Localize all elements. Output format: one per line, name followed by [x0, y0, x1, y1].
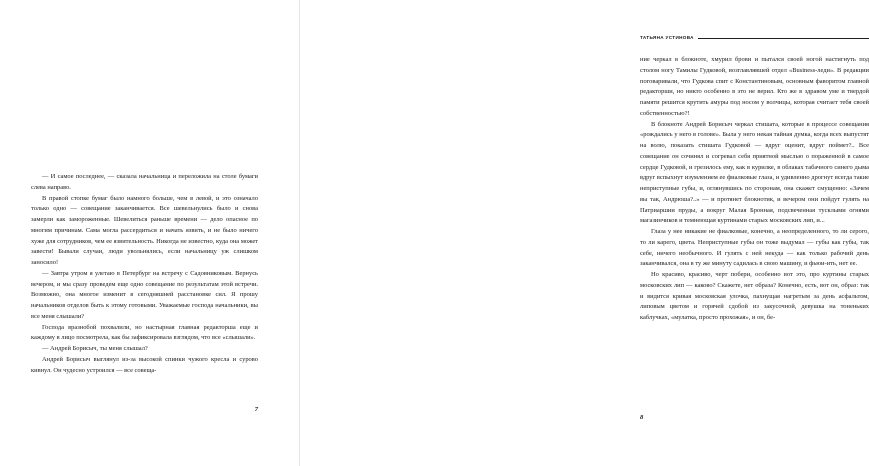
page-number-right: 8 [640, 414, 644, 421]
page-number-left: 7 [254, 406, 258, 413]
paragraph: — Андрей Борисыч, ты меня слышал? [42, 345, 148, 352]
paragraph: — И самое последнее, — сказала начальница и переложила на столе бумаги слева направо. [31, 173, 258, 191]
page-left [0, 0, 300, 466]
paragraph: В правой стопке бумаг было намного больше, чем в левой, и это означало только одно — совещание заканчивается. Все шевельнулись было и снова замерли как замороженные. Шевелиться раньше времени — дело опасное по многим причинам. Сама могла рассердиться и начать язвить, и не было ничего хуже для сотрудников, чем ее язвительность. Никогда не известно, куда она может завести! Бывали случаи, люди увольнялись, если начальницу уж слишком заносило! [31, 194, 258, 266]
running-header-author: ТАТЬЯНА УСТИНОВА [640, 35, 694, 40]
paragraph: Господа вразнобой похвалили, но настырная главная редакторша еще и каждому в лицо посмотрела, как бы зафиксировала взглядом, что все «слышали». [31, 323, 258, 342]
running-header-rule [698, 38, 869, 39]
page-right [300, 0, 869, 466]
right-page-textblock [640, 55, 869, 324]
paragraph: В блокноте Андрей Борисыч черкал стишата, которые в процессе совещания «рождались у него в голове». Была у него некая тайная думка, когда всех выпустят на волю, показать стишата Гудковой — вдруг оценит, вдруг поймет?.. Все совещание он сочинял и согревал себя приятной мыслью о пораженной в самое сердце Гудковой, и грезилось ему, как в курилке, в облаках табачного синего дыма вдруг вспыхнут изумлением ее фиалковые глаза, и удивленно дрогнут всегда такие неприступные губы, и, оглянувшись по сторонам, она скажет смущенно: «Зачем вы так, Андрюша?..» — и протянет блокнотик, и вечером они пойдут гулять на Патриаршии пруды, а вокруг Малая Бронная, подсвеченная тусклыми огнями магазинчиков и темнеющая куртинами старых московских лип, и... [640, 120, 869, 225]
running-header [640, 35, 869, 40]
left-page-textblock [31, 172, 258, 376]
paragraph: — Завтра утром я улетаю в Петербург на встречу с Садовниковым. Вернусь вечером, и мы сразу проведем еще одно совещание по результатам этой встречи. Возможно, она многое изменит в сегодняшней расстановке сил. Я прошу начальников отделов быть к этому готовыми. Уважаемые господа начальники, вы все меня слышали? [31, 269, 258, 320]
paragraph: Андрей Борисыч выглянул из-за высокой спинки чужого кресла и сурово кивнул. Он чудесно устроился — все совеща- [31, 355, 258, 374]
paragraph: ние черкал в блокноте, хмурил брови и пытался своей ногой настигнуть под столом ногу Тамилы Гудковой, возглавлявшей отдел «Business-леди». В редакции поговаривали, что Гудкова спит с Константиновым, основным фаворитом главной редакторши, но никто особенно в это не верил. Кто же в здравом уме и твердой памяти решится крутить амуры под носом у волчицы, которая считает тебя своей собственностью?! [640, 56, 869, 117]
paragraph: Глаза у нее никакие не фиалковые, конечно, а неопределенного, то ли серого, то ли карего, цвета. Неприступные губы он тоже выдумал — губы как губы, так себе, ничего необычного. И гулять с ней некуда — как только рабочий день заканчивался, она в ту же минуту садилась в свою машину, и фьюи-ить, нет ее. [640, 228, 869, 268]
paragraph: Но красиво, красиво, черт побери, особенно вот это, про куртины старых московских лип — каково? Скажете, нет образа? Конечно, есть, вот он, образ: так и видится кривая московская улочка, пахнущая нагретым за день асфальтом, липовым цветом и горячей сдобой из закусочной, девушка на тоненьких каблучках, «мулатка, просто прохожая», и он, бе- [640, 271, 869, 321]
